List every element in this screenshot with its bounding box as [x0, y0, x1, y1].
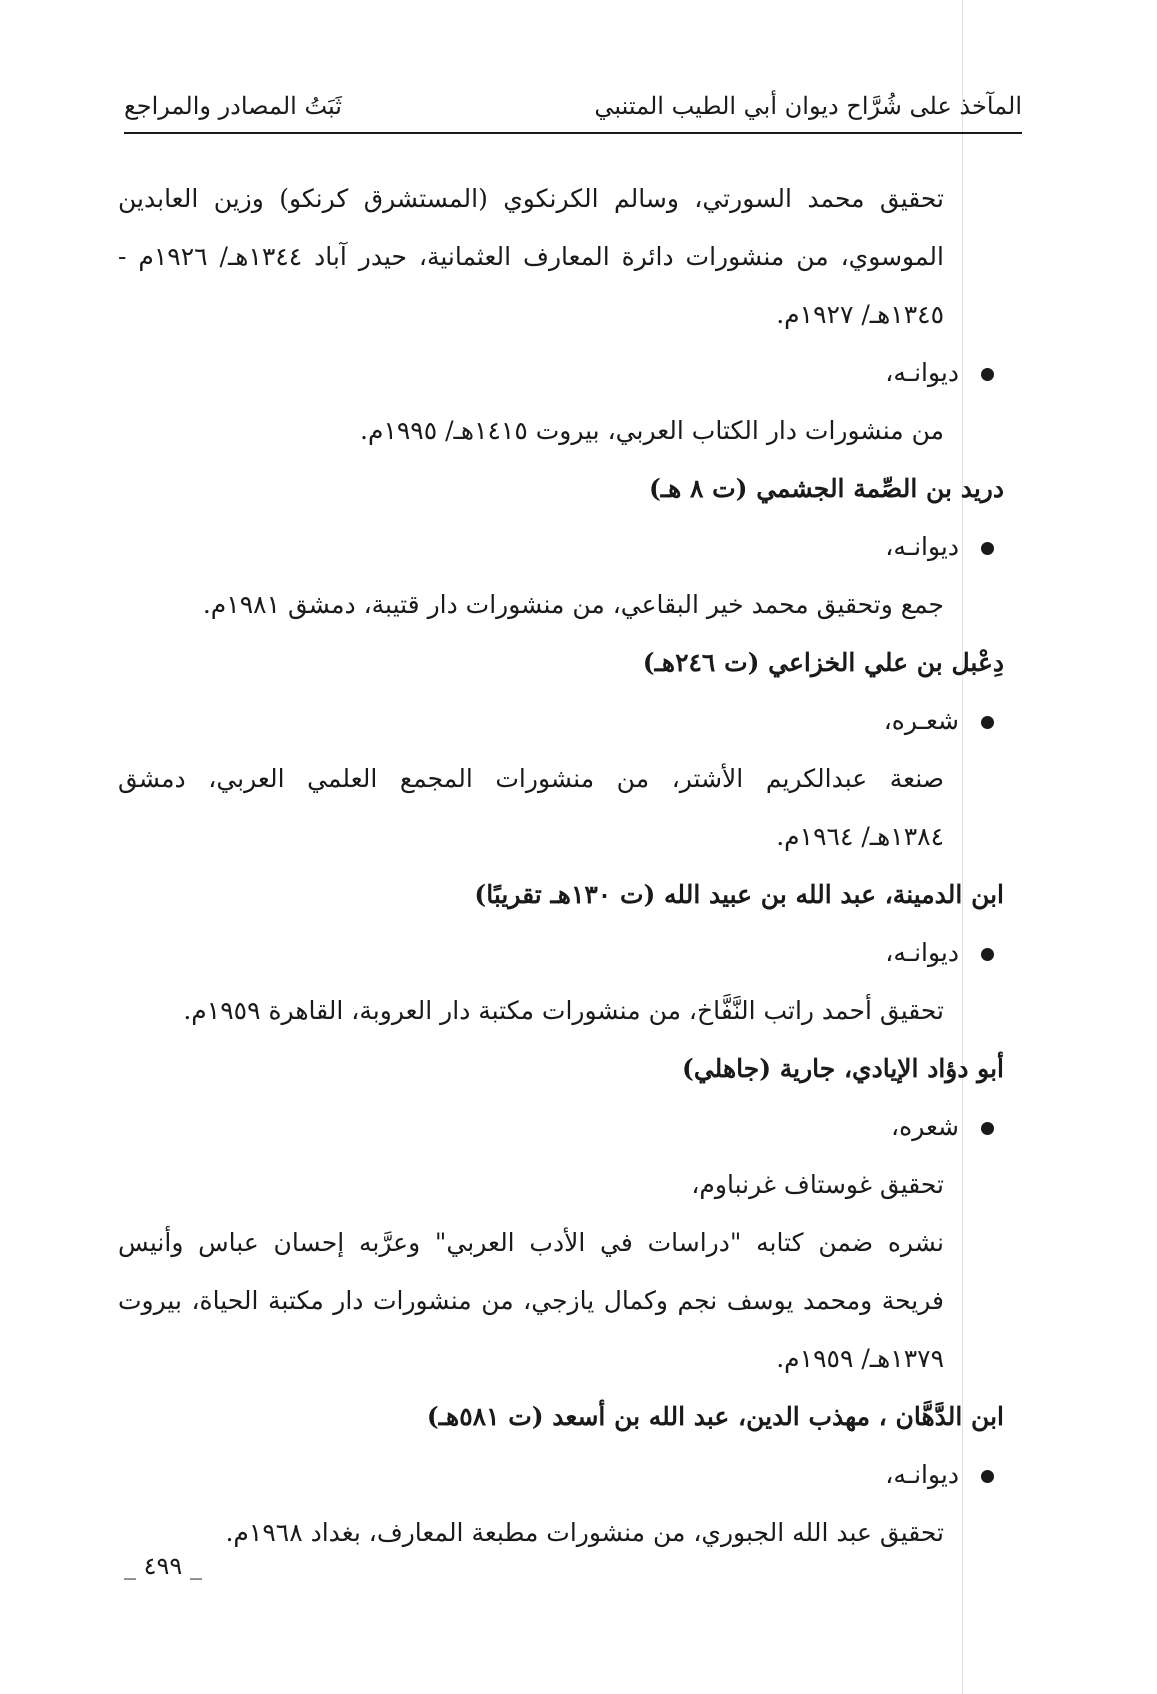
header-rule: [124, 132, 1022, 134]
author-heading: ابن الدَّهَّان ، مهذب الدين، عبد الله بن أسعد (ت ٥٨١هـ): [426, 1402, 1004, 1431]
bullet-label: ديوانـه،: [885, 532, 959, 561]
entry-text-line: جمع وتحقيق محمد خير البقاعي، من منشورات دار قتيبة، دمشق ١٩٨١م.: [202, 590, 944, 619]
bullet-item: [118, 692, 1004, 750]
entry-text-line: من منشورات دار الكتاب العربي، بيروت ١٤١٥هـ/ ١٩٩٥م.: [360, 416, 944, 445]
section-title: ثَبَتُ المصادر والمراجع: [124, 92, 342, 120]
bullet-item: [118, 518, 1004, 576]
entry-text-line: صنعة عبدالكريم الأشتر، من منشورات المجمع العلمي العربي، دمشق: [118, 764, 944, 793]
bullet-label: شعـره،: [883, 706, 959, 735]
bullet-icon: [981, 1122, 994, 1135]
bullet-icon: [981, 716, 994, 729]
bibliography-entry: [118, 170, 1004, 344]
entry-text-line: ١٣٧٩هـ/ ١٩٥٩م.: [776, 1344, 944, 1373]
entry-text-line: تحقيق عبد الله الجبوري، من منشورات مطبعة المعارف، بغداد ١٩٦٨م.: [225, 1518, 944, 1547]
bullet-item: [118, 924, 1004, 982]
bullet-label: ديوانـه،: [885, 938, 959, 967]
entry-text-line: ١٣٤٥هـ/ ١٩٢٧م.: [776, 300, 944, 329]
bullet-item: [118, 1446, 1004, 1504]
bibliography-entry: [118, 402, 1004, 460]
bullet-label: شعره،: [891, 1112, 959, 1141]
bibliography-entry: [118, 982, 1004, 1040]
bullet-label: ديوانـه،: [885, 358, 959, 387]
bullet-label: ديوانـه،: [885, 1460, 959, 1489]
bibliography-entry: [118, 1156, 1004, 1388]
bullet-icon: [981, 1470, 994, 1483]
bibliography-list: [118, 170, 1004, 1562]
bibliography-entry: [118, 576, 1004, 634]
author-heading: دريد بن الصِّمة الجشمي (ت ٨ هـ): [648, 474, 1004, 503]
entry-text-line: تحقيق غوستاف غرنباوم،: [691, 1170, 944, 1199]
entry-text-line: تحقيق محمد السورتي، وسالم الكرنكوي (المستشرق كرنكو) وزين العابدين: [118, 184, 944, 213]
author-heading: دِعْبل بن علي الخزاعي (ت ٢٤٦هـ): [642, 648, 1004, 677]
bullet-icon: [981, 368, 994, 381]
entry-text-line: نشره ضمن كتابه "دراسات في الأدب العربي" وعرَّبه إحسان عباس وأنيس: [118, 1228, 944, 1257]
bullet-item: [118, 344, 1004, 402]
entry-text-line: فريحة ومحمد يوسف نجم وكمال يازجي، من منشورات دار مكتبة الحياة، بيروت: [118, 1286, 944, 1315]
bibliography-entry: [118, 750, 1004, 866]
entry-text-line: ١٣٨٤هـ/ ١٩٦٤م.: [776, 822, 944, 851]
running-header: [124, 92, 1022, 132]
author-heading: أبو دؤاد الإيادي، جارية (جاهلي): [682, 1054, 1004, 1083]
bullet-item: [118, 1098, 1004, 1156]
author-heading: ابن الدمينة، عبد الله بن عبيد الله (ت ١٣٠هـ تقريبًا): [474, 880, 1004, 909]
page-number: _ ٤٩٩ _: [124, 1552, 202, 1580]
entry-text-line: الموسوي، من منشورات دائرة المعارف العثمانية، حيدر آباد ١٣٤٤هـ/ ١٩٢٦م -: [118, 242, 944, 271]
bibliography-entry: [118, 1504, 1004, 1562]
book-title: المآخذ على شُرَّاح ديوان أبي الطيب المتنبي: [594, 92, 1022, 120]
entry-text-line: تحقيق أحمد راتب النَّفَّاخ، من منشورات مكتبة دار العروبة، القاهرة ١٩٥٩م.: [183, 996, 944, 1025]
bullet-icon: [981, 542, 994, 555]
bullet-icon: [981, 948, 994, 961]
